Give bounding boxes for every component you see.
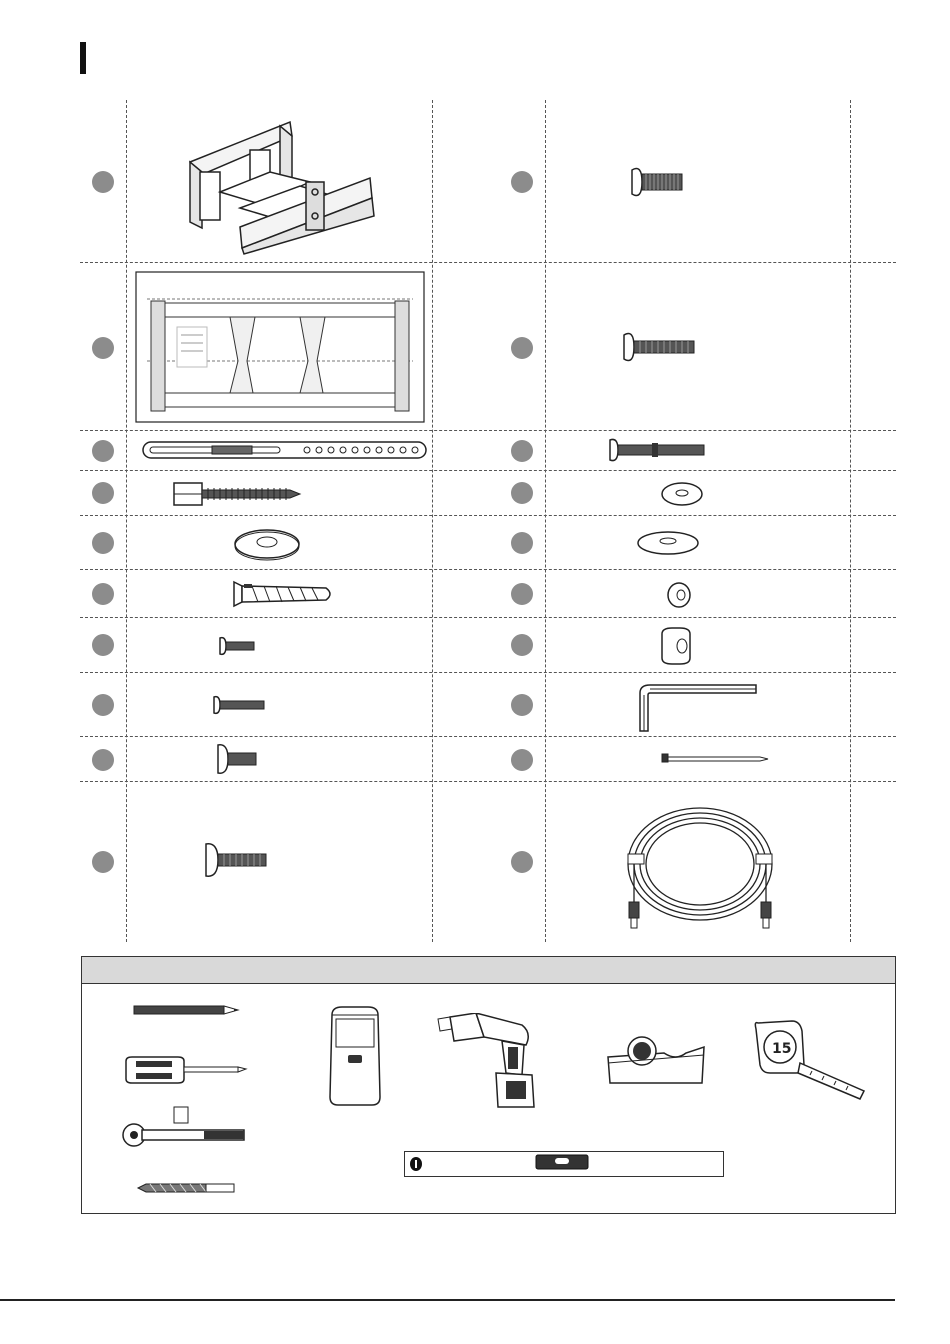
part-number-circle <box>511 634 533 656</box>
part-number-circle <box>511 583 533 605</box>
large-washer-icon <box>232 526 302 562</box>
tools-header-bar <box>82 957 895 984</box>
washer-icon <box>660 479 704 509</box>
footer-rule <box>0 1299 895 1301</box>
tools-required-panel <box>81 956 896 1214</box>
parts-row <box>80 100 896 263</box>
part-number-circle <box>511 337 533 359</box>
part-number-circle <box>92 749 114 771</box>
stud-finder-icon <box>326 1005 384 1107</box>
part-number-circle <box>92 440 114 462</box>
part-number-circle <box>511 482 533 504</box>
parts-row <box>80 782 896 942</box>
info-icon <box>409 1156 423 1172</box>
screwdriver-icon <box>122 1055 250 1085</box>
part-number-circle <box>511 532 533 554</box>
part-number-circle <box>511 749 533 771</box>
part-number-circle <box>92 851 114 873</box>
drill-bit-icon <box>136 1181 236 1195</box>
small-bolt-icon <box>218 636 256 656</box>
power-drill-icon <box>436 1013 556 1113</box>
parts-row <box>80 673 896 737</box>
tall-spacer-icon <box>658 626 694 666</box>
tape-icon <box>606 1033 706 1085</box>
section-title-bar <box>80 42 86 74</box>
socket-wrench-icon <box>120 1105 250 1149</box>
short-spacer-icon <box>666 580 692 610</box>
long-bolt-icon <box>204 842 270 878</box>
parts-row <box>80 263 896 431</box>
lag-bolt-icon <box>172 479 304 509</box>
part-number-circle <box>92 694 114 716</box>
tape-measure-icon <box>750 1017 870 1107</box>
bolt-icon <box>628 164 688 200</box>
extension-bar-icon <box>142 439 427 461</box>
part-number-circle <box>92 482 114 504</box>
threaded-bolt-icon <box>608 437 708 463</box>
part-number-circle <box>92 532 114 554</box>
bolt-icon <box>620 329 700 365</box>
flat-washer-icon <box>636 528 700 558</box>
parts-row <box>80 737 896 782</box>
parts-row <box>80 570 896 618</box>
hdmi-cable-icon <box>620 802 780 934</box>
parts-row <box>80 431 896 471</box>
wall-template-icon <box>135 271 425 423</box>
part-number-circle <box>92 634 114 656</box>
wall-mount-arm-icon <box>180 112 400 257</box>
cable-tie-icon <box>660 751 770 767</box>
allen-key-icon <box>636 681 760 733</box>
wall-anchor-icon <box>230 578 336 610</box>
level-note-box <box>404 1151 724 1177</box>
part-number-circle <box>92 337 114 359</box>
part-number-circle <box>511 440 533 462</box>
svg-text:15: 15 <box>772 1041 792 1057</box>
medium-bolt-icon <box>212 695 266 715</box>
part-number-circle <box>511 694 533 716</box>
part-number-circle <box>92 171 114 193</box>
short-thick-bolt-icon <box>216 743 260 775</box>
part-number-circle <box>92 583 114 605</box>
part-number-circle <box>511 851 533 873</box>
part-number-circle <box>511 171 533 193</box>
level-icon <box>535 1154 589 1170</box>
parts-list-table <box>80 100 896 942</box>
pencil-icon <box>132 1003 244 1017</box>
parts-row <box>80 516 896 570</box>
parts-row <box>80 618 896 673</box>
parts-row <box>80 471 896 516</box>
